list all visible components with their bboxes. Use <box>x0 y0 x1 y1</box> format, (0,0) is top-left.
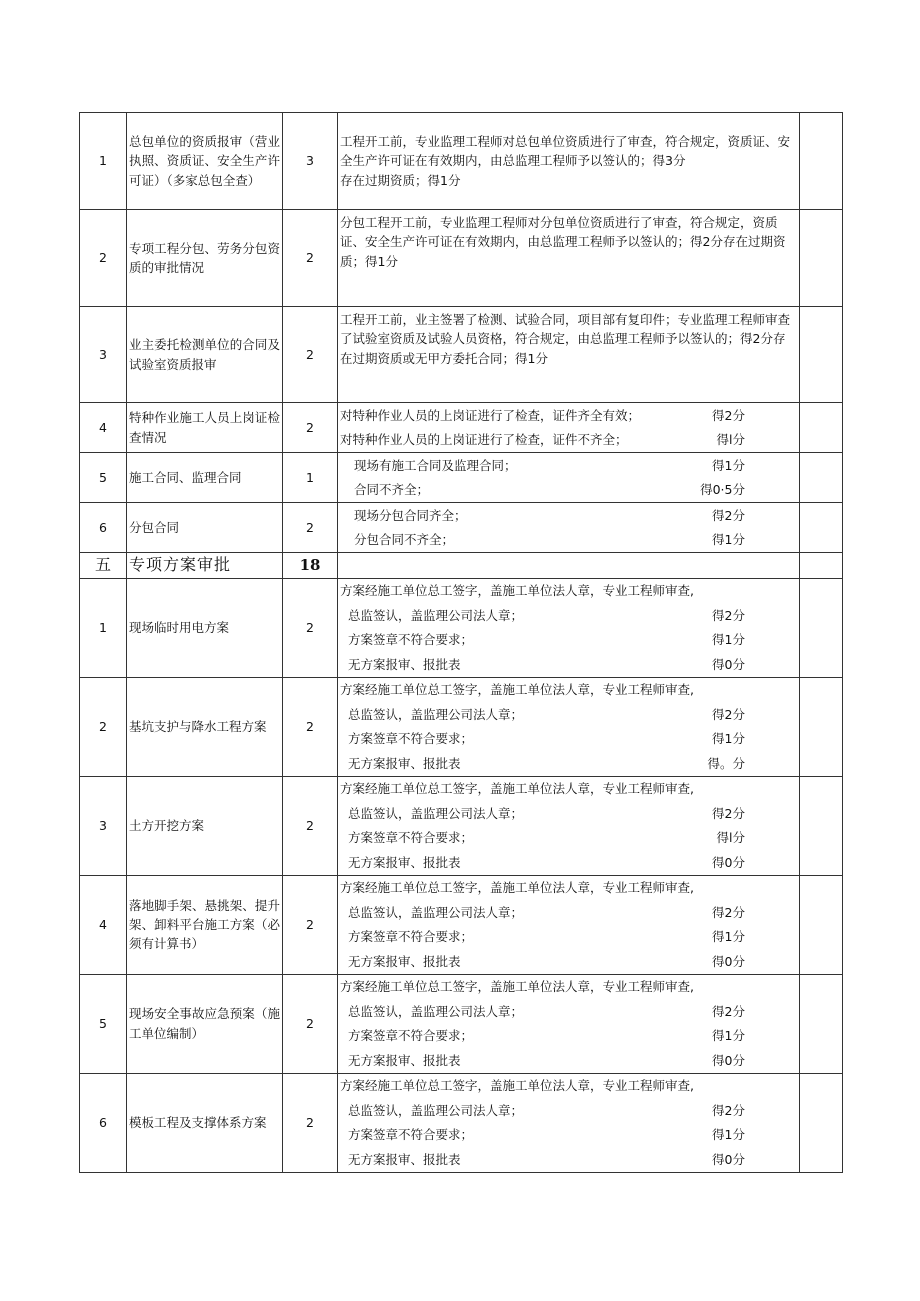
criteria-points: 得1分 <box>712 1127 745 1143</box>
criteria-text: 总监签认，盖监理公司法人章； <box>348 904 524 920</box>
row-number: 2 <box>80 210 127 307</box>
criteria-text: 无方案报审、报批表 <box>348 1151 461 1167</box>
item-score: 2 <box>283 578 338 677</box>
criteria-points: 得2分 <box>712 507 745 523</box>
table-row <box>80 776 843 875</box>
remark-cell <box>800 875 843 974</box>
section-row <box>80 553 843 579</box>
criteria-cell <box>338 776 800 875</box>
remark-cell <box>800 776 843 875</box>
row-number: 5 <box>80 974 127 1073</box>
criteria-text: 方案签章不符合要求； <box>348 830 474 846</box>
section-title: 专项方案审批 <box>127 553 283 579</box>
criteria-text: 方案签章不符合要求； <box>348 1127 474 1143</box>
criteria-points: 得0分 <box>712 1151 745 1167</box>
criteria-text: 方案经施工单位总工签字，盖施工单位法人章，专业工程师审查, <box>340 682 694 698</box>
criteria-points: 得2分 <box>712 607 745 623</box>
item-score: 3 <box>283 113 338 210</box>
row-number: 1 <box>80 113 127 210</box>
criteria-points: 得1分 <box>712 632 745 648</box>
criteria-points: 得1分 <box>712 1028 745 1044</box>
criteria-text: 现场有施工合同及监理合同； <box>354 457 517 473</box>
criteria-points: 得2分 <box>712 904 745 920</box>
table-row <box>80 113 843 210</box>
item-name: 模板工程及支撑体系方案 <box>127 1073 283 1172</box>
row-number: 4 <box>80 875 127 974</box>
item-name: 总包单位的资质报审（营业执照、资质证、安全生产许可证）（多家总包全查） <box>127 113 283 210</box>
row-number: 2 <box>80 677 127 776</box>
criteria-points: 得0·5分 <box>700 482 745 498</box>
criteria-points: 得l分 <box>716 830 745 846</box>
criteria-text: 工程开工前，专业监理工程师对总包单位资质进行了审查，符合规定，资质证、安全生产许可证在有效期内，由总监理工程师予以签认的；得3分 <box>340 133 791 169</box>
remark-cell <box>800 578 843 677</box>
section-number: 五 <box>80 553 127 579</box>
row-number: 3 <box>80 307 127 403</box>
criteria-text: 合同不齐全； <box>354 482 430 498</box>
evaluation-table <box>79 112 843 1173</box>
row-number: 6 <box>80 1073 127 1172</box>
criteria-points: 得1分 <box>712 731 745 747</box>
criteria-cell <box>338 210 800 307</box>
criteria-points: 得2分 <box>712 805 745 821</box>
table-row <box>80 403 843 453</box>
criteria-text: 存在过期资质；得1分 <box>340 172 461 188</box>
criteria-points: 得1分 <box>712 532 745 548</box>
criteria-points: 得0分 <box>712 1052 745 1068</box>
criteria-points: 得2分 <box>712 1003 745 1019</box>
table-row <box>80 974 843 1073</box>
row-number: 1 <box>80 578 127 677</box>
criteria-text: 无方案报审、报批表 <box>348 953 461 969</box>
remark-cell <box>800 553 843 579</box>
item-name: 专项工程分包、劳务分包资质的审批情况 <box>127 210 283 307</box>
table-row <box>80 210 843 307</box>
row-number: 4 <box>80 403 127 453</box>
criteria-text: 方案签章不符合要求； <box>348 731 474 747</box>
remark-cell <box>800 210 843 307</box>
section-score: 18 <box>283 553 338 579</box>
criteria-cell <box>338 1073 800 1172</box>
item-name: 业主委托检测单位的合同及试验室资质报审 <box>127 307 283 403</box>
criteria-text: 方案经施工单位总工签字，盖施工单位法人章，专业工程师审查, <box>340 979 694 995</box>
criteria-points: 得1分 <box>712 457 745 473</box>
item-name: 现场临时用电方案 <box>127 578 283 677</box>
criteria-text: 无方案报审、报批表 <box>348 854 461 870</box>
criteria-text: 方案签章不符合要求； <box>348 1028 474 1044</box>
item-score: 2 <box>283 875 338 974</box>
item-name: 落地脚手架、悬挑架、提升架、卸料平台施工方案（必须有计算书） <box>127 875 283 974</box>
table-row <box>80 875 843 974</box>
criteria-text: 方案经施工单位总工签字，盖施工单位法人章，专业工程师审查, <box>340 781 694 797</box>
remark-cell <box>800 113 843 210</box>
criteria-text: 无方案报审、报批表 <box>348 755 461 771</box>
remark-cell <box>800 307 843 403</box>
criteria-points: 得2分 <box>712 1102 745 1118</box>
remark-cell <box>800 403 843 453</box>
criteria-text: 总监签认，盖监理公司法人章； <box>348 805 524 821</box>
criteria-points: 得0分 <box>712 656 745 672</box>
criteria-points: 得0分 <box>712 953 745 969</box>
item-name: 现场安全事故应急预案（施工单位编制） <box>127 974 283 1073</box>
criteria-text: 总监签认，盖监理公司法人章； <box>348 1102 524 1118</box>
criteria-text: 总监签认，盖监理公司法人章； <box>348 607 524 623</box>
row-number: 6 <box>80 503 127 553</box>
row-number: 3 <box>80 776 127 875</box>
table-row <box>80 1073 843 1172</box>
criteria-cell <box>338 974 800 1073</box>
criteria-text: 方案签章不符合要求； <box>348 632 474 648</box>
table-row <box>80 578 843 677</box>
criteria-points: 得1分 <box>712 929 745 945</box>
criteria-text: 分包合同不齐全； <box>354 532 455 548</box>
remark-cell <box>800 1073 843 1172</box>
criteria-points: 得2分 <box>712 407 745 423</box>
table-row <box>80 503 843 553</box>
item-score: 2 <box>283 974 338 1073</box>
item-name: 特种作业施工人员上岗证检查情况 <box>127 403 283 453</box>
item-score: 2 <box>283 677 338 776</box>
criteria-text: 工程开工前，业主签署了检测、试验合同，项目部有复印件；专业监理工程师审查了试验室资质及试验人员资格，符合规定，由总监理工程师予以签认的；得2分存在过期资质或无甲方委托合同；得1分 <box>340 312 791 366</box>
criteria-text: 总监签认，盖监理公司法人章； <box>348 1003 524 1019</box>
criteria-text: 方案经施工单位总工签字，盖施工单位法人章，专业工程师审查, <box>340 583 694 599</box>
criteria-text: 总监签认，盖监理公司法人章； <box>348 706 524 722</box>
criteria-cell <box>338 578 800 677</box>
criteria-text: 无方案报审、报批表 <box>348 656 461 672</box>
item-score: 2 <box>283 307 338 403</box>
item-name: 基坑支护与降水工程方案 <box>127 677 283 776</box>
criteria-text: 无方案报审、报批表 <box>348 1052 461 1068</box>
remark-cell <box>800 677 843 776</box>
criteria-cell <box>338 875 800 974</box>
item-name: 土方开挖方案 <box>127 776 283 875</box>
criteria-text: 方案签章不符合要求； <box>348 929 474 945</box>
criteria-text: 方案经施工单位总工签字，盖施工单位法人章，专业工程师审查, <box>340 880 694 896</box>
criteria-text: 分包工程开工前，专业监理工程师对分包单位资质进行了审查，符合规定，资质证、安全生产许可证在有效期内，由总监理工程师予以签认的；得2分存在过期资质；得1分 <box>340 215 786 269</box>
criteria-points: 得2分 <box>712 706 745 722</box>
row-number: 5 <box>80 453 127 503</box>
item-score: 2 <box>283 776 338 875</box>
criteria-cell <box>338 553 800 579</box>
criteria-text: 现场分包合同齐全； <box>354 507 467 523</box>
remark-cell <box>800 453 843 503</box>
item-name: 施工合同、监理合同 <box>127 453 283 503</box>
criteria-cell <box>338 453 800 503</box>
item-score: 1 <box>283 453 338 503</box>
item-name: 分包合同 <box>127 503 283 553</box>
item-score: 2 <box>283 503 338 553</box>
criteria-cell <box>338 677 800 776</box>
criteria-text: 方案经施工单位总工签字，盖施工单位法人章，专业工程师审查, <box>340 1078 694 1094</box>
criteria-points: 得l分 <box>716 432 745 448</box>
criteria-points: 得0分 <box>712 854 745 870</box>
criteria-text: 对特种作业人员的上岗证进行了检查，证件不齐全； <box>340 432 628 448</box>
remark-cell <box>800 503 843 553</box>
criteria-points: 得。分 <box>707 755 745 771</box>
table-row <box>80 677 843 776</box>
criteria-cell <box>338 307 800 403</box>
criteria-cell <box>338 403 800 453</box>
remark-cell <box>800 974 843 1073</box>
criteria-text: 对特种作业人员的上岗证进行了检查，证件齐全有效； <box>340 407 641 423</box>
criteria-cell <box>338 503 800 553</box>
item-score: 2 <box>283 1073 338 1172</box>
table-row <box>80 307 843 403</box>
item-score: 2 <box>283 403 338 453</box>
criteria-cell <box>338 113 800 210</box>
table-row <box>80 453 843 503</box>
item-score: 2 <box>283 210 338 307</box>
